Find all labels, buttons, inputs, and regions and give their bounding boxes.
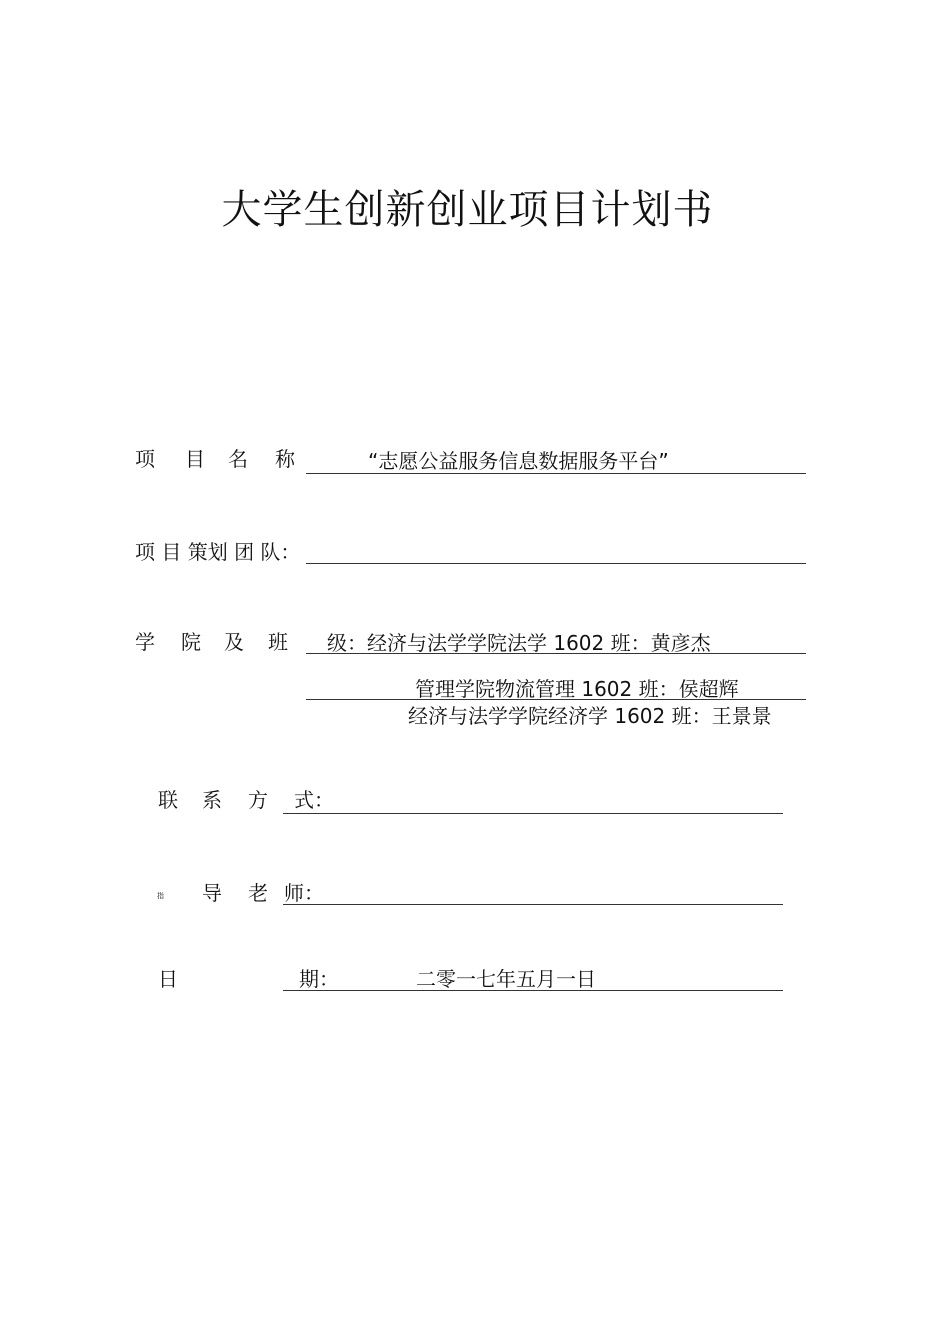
college-class-line-3: 经济与法学学院经济学 1602 班：王景景 [408, 704, 772, 728]
college-class-underline-2 [306, 699, 806, 700]
team-underline [306, 563, 806, 564]
label-tail: 师： [284, 881, 324, 905]
contact-underline [283, 813, 783, 814]
college-class-underline-1 [306, 653, 806, 654]
label-char: 老 [248, 881, 268, 905]
label-char: 系 [202, 788, 222, 812]
college-class-line-1: 级：经济与法学学院法学 1602 班：黄彦杰 [327, 631, 711, 655]
label-char: 班 [268, 630, 288, 654]
contact-label [158, 787, 334, 813]
college-class-line-2: 管理学院物流管理 1602 班：侯超辉 [415, 677, 739, 701]
advisor-underline [283, 904, 783, 905]
label-char: 院 [181, 630, 201, 654]
label-char: 方 [248, 788, 268, 812]
label-char: 名 [228, 447, 248, 471]
project-name-label [135, 446, 295, 472]
label-char: 项 [135, 447, 155, 471]
advisor-mark: 指 [157, 892, 164, 900]
date-underline [283, 990, 783, 991]
label-tail: 式： [294, 788, 334, 812]
college-class-label [135, 629, 288, 655]
label-char: 联 [158, 788, 178, 812]
label-char: 目 [185, 447, 205, 471]
label-char: 学 [135, 630, 155, 654]
project-name-value: “志愿公益服务信息数据服务平台” [368, 449, 669, 473]
label-char: 称 [275, 447, 295, 471]
label-char: 导 [202, 881, 222, 905]
date-value: 二零一七年五月一日 [416, 967, 596, 991]
date-label-tail: 期： [299, 967, 339, 991]
project-name-underline [306, 473, 806, 474]
document-title: 大学生创新创业项目计划书 [221, 187, 714, 233]
label-char: 及 [224, 630, 244, 654]
date-label-first: 日 [158, 967, 178, 991]
team-label: 项 目 策划 团 队： [135, 540, 301, 564]
advisor-label [202, 880, 324, 906]
